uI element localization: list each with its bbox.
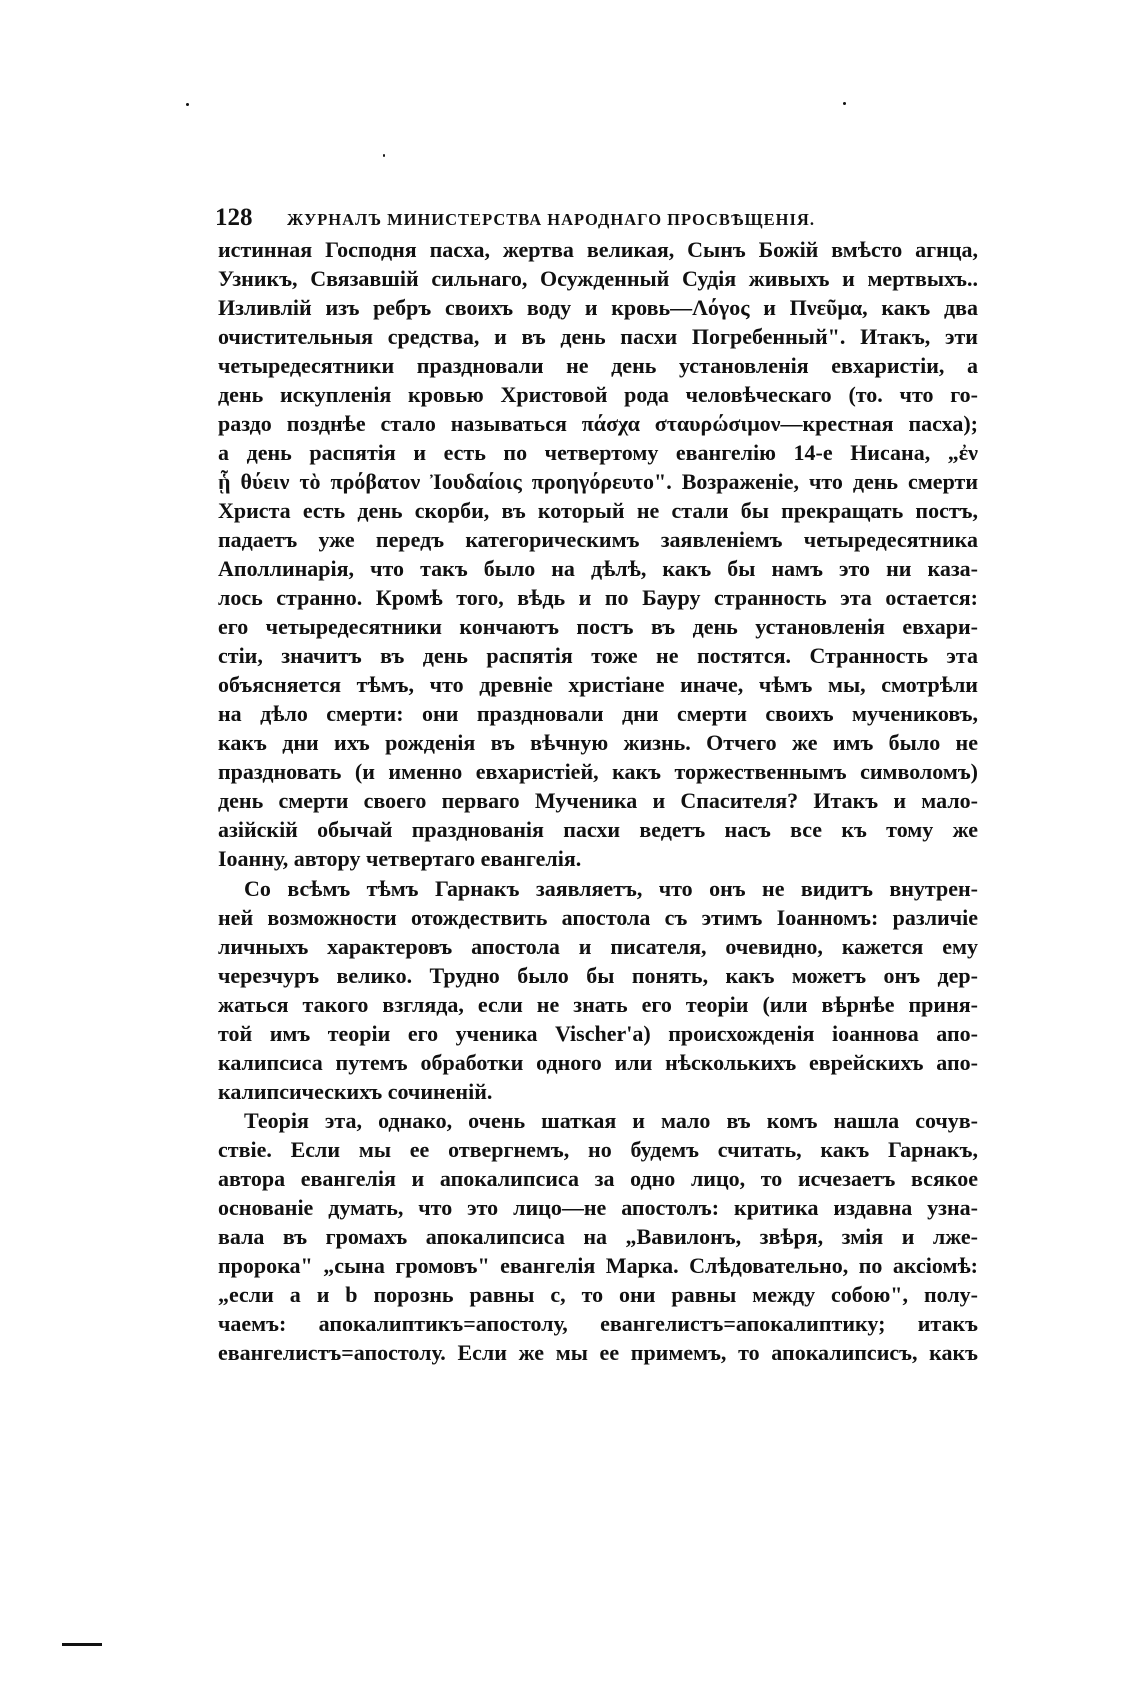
text-line: лось странно. Кромѣ того, вѣдь и по Бауру странность эта остается: <box>218 585 978 610</box>
text-line: Аполлинарія, что такъ было на дѣлѣ, какъ бы намъ это ни каза- <box>218 556 978 581</box>
text-line: на дѣло смерти: они праздновали дни смерти своихъ мучениковъ, <box>218 701 978 726</box>
text-line: какъ дни ихъ рожденія въ вѣчную жизнь. Отчего же имъ было не <box>218 730 978 755</box>
text-line: Узникъ, Связавшій сильнаго, Осужденный Судія живыхъ и мертвыхъ.. <box>218 266 978 291</box>
page-number: 128 <box>215 204 253 231</box>
text-line: пророка" „сына громовъ" евангелія Марка. Слѣдовательно, по аксіомѣ: <box>218 1253 978 1278</box>
scan-speck <box>186 103 189 106</box>
text-line: падаетъ уже передъ категорическимъ заявленіемъ четыредесятника <box>218 527 978 552</box>
text-line: азійскій обычай празднованія пасхи ведетъ насъ все къ тому же <box>218 817 978 842</box>
text-line: Со всѣмъ тѣмъ Гарнакъ заявляетъ, что онъ не видитъ внутрен- <box>244 876 978 901</box>
text-line: личныхъ характеровъ апостола и писателя, очевидно, кажется ему <box>218 934 978 959</box>
text-line: вала въ громахъ апокалипсиса на „Вавилонъ, звѣря, змія и лже- <box>218 1224 978 1249</box>
text-line: ствіе. Если мы ее отвергнемъ, но будемъ считать, какъ Гарнакъ, <box>218 1137 978 1162</box>
text-line: Христа есть день скорби, въ который не стали бы прекращать постъ, <box>218 498 978 523</box>
text-line: праздновать (и именно евхаристіей, какъ торжественнымъ символомъ) <box>218 759 978 784</box>
scan-speck <box>383 154 385 157</box>
scan-speck <box>843 102 846 105</box>
text-line: ᾗ θύειν τὸ πρόβατον Ἰουδαίοις προηγόρευτο". Возраженіе, что день смерти <box>218 469 978 494</box>
text-line: раздо позднѣе стало называться πάσχα σταυρώσιμον—крестная пасха); <box>218 411 978 436</box>
text-line: Изливлій изъ ребръ своихъ воду и кровь—Λόγος и Πνεῦμα, какъ два <box>218 295 978 320</box>
text-line: жаться такого взгляда, если не знать его теоріи (или вѣрнѣе приня- <box>218 992 978 1017</box>
text-line: ней возможности отождествить апостола съ этимъ Іоанномъ: различіе <box>218 905 978 930</box>
text-line: автора евангелія и апокалипсиса за одно лицо, то исчезаетъ всякое <box>218 1166 978 1191</box>
text-line: Іоанну, автору четвертаго евангелія. <box>218 846 582 871</box>
text-line: черезчуръ велико. Трудно было бы понять, какъ можетъ онъ дер- <box>218 963 978 988</box>
text-line: истинная Господня пасха, жертва великая, Сынъ Божій вмѣсто агнца, <box>218 237 978 262</box>
text-line: „если a и b порознь равны c, то они равны между собою", полу- <box>218 1282 978 1307</box>
text-line: четыредесятники праздновали не день установленія евхаристіи, а <box>218 353 978 378</box>
text-line: Теорія эта, однако, очень шаткая и мало въ комъ нашла сочув- <box>244 1108 978 1133</box>
text-line: чаемъ: апокалиптикъ=апостолу, евангелистъ=апокалиптику; итакъ <box>218 1311 978 1336</box>
text-line: день искупленія кровью Христовой рода человѣческаго (то. что го- <box>218 382 978 407</box>
text-line: евангелистъ=апостолу. Если же мы ее примемъ, то апокалипсисъ, какъ <box>218 1340 978 1365</box>
margin-mark <box>62 1643 102 1646</box>
text-line: день смерти своего перваго Мученика и Спасителя? Итакъ и мало- <box>218 788 978 813</box>
text-line: той имъ теоріи его ученика Vischer'а) происхожденія іоаннова апо- <box>218 1021 978 1046</box>
text-line: калипсическихъ сочиненій. <box>218 1079 493 1104</box>
page-header <box>215 204 975 236</box>
text-line: основаніе думать, что это лицо—не апостолъ: критика издавна узна- <box>218 1195 978 1220</box>
text-line: калипсиса путемъ обработки одного или нѣсколькихъ еврейскихъ апо- <box>218 1050 978 1075</box>
text-line: объясняется тѣмъ, что древніе христіане иначе, чѣмъ мы, смотрѣли <box>218 672 978 697</box>
text-line: очистительныя средства, и въ день пасхи Погребенный". Итакъ, эти <box>218 324 978 349</box>
text-line: стіи, значитъ въ день распятія тоже не постятся. Странность эта <box>218 643 978 668</box>
text-line: его четыредесятники кончаютъ постъ въ день установленія евхари- <box>218 614 978 639</box>
running-title: ЖУРНАЛЪ МИНИСТЕРСТВА НАРОДНАГО ПРОСВѢЩЕНІЯ. <box>287 210 815 229</box>
text-line: а день распятія и есть по четвертому евангелію 14-е Нисана, „ἐν <box>218 440 978 465</box>
